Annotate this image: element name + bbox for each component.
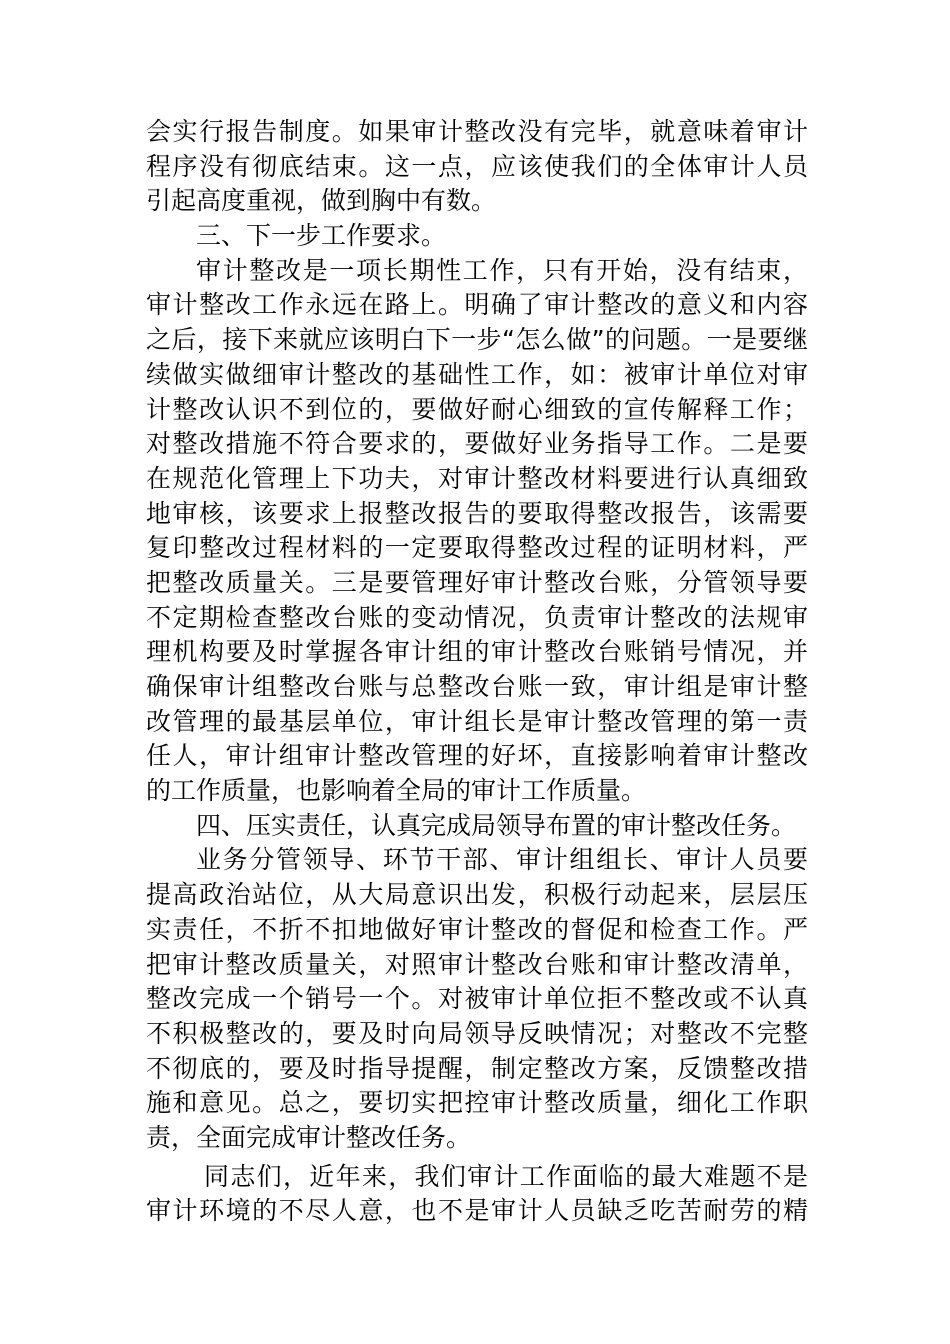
text-line: 之后，接下来就应该明白下一步“怎么做”的问题。一是要继	[146, 325, 808, 355]
text-line: 程序没有彻底结束。这一点，应该使我们的全体审计人员	[146, 151, 808, 181]
text-line: 实责任，不折不扣地做好审计整改的督促和检查工作。严	[146, 914, 808, 944]
section-heading-4: 四、压实责任，认真完成局领导布置的审计整改任务。	[196, 810, 797, 840]
text-line: 整改完成一个销号一个。对被审计单位拒不整改或不认真	[146, 984, 808, 1014]
text-line: 复印整改过程材料的一定要取得整改过程的证明材料，严	[146, 533, 808, 563]
text-line: 责，全面完成审计整改任务。	[146, 1122, 472, 1152]
text-line: 引起高度重视，做到胸中有数。	[146, 186, 497, 216]
text-line: 改管理的最基层单位，审计组长是审计整改管理的第一责	[146, 706, 808, 736]
text-line: 不彻底的，要及时指导提醒，制定整改方案，反馈整改措	[146, 1053, 808, 1083]
text-line: 业务分管领导、环节干部、审计组组长、审计人员要	[196, 845, 808, 875]
text-line: 不定期检查整改台账的变动情况，负责审计整改的法规审	[146, 602, 808, 632]
text-line: 计整改认识不到位的，要做好耐心细致的宣传解释工作；	[146, 394, 808, 424]
text-line: 的工作质量，也影响着全局的审计工作质量。	[146, 776, 647, 806]
text-line: 不积极整改的，要及时向局领导反映情况；对整改不完整	[146, 1018, 808, 1048]
text-line: 在规范化管理上下功夫，对审计整改材料要进行认真细致	[146, 463, 808, 493]
text-line: 施和意见。总之，要切实把控审计整改质量，细化工作职	[146, 1088, 808, 1118]
body-text	[146, 115, 808, 1229]
text-line: 审计环境的不尽人意，也不是审计人员缺乏吃苦耐劳的精	[146, 1196, 808, 1226]
text-line: 理机构要及时掌握各审计组的审计整改台账销号情况，并	[146, 637, 808, 667]
text-line: 对整改措施不符合要求的，要做好业务指导工作。二是要	[146, 429, 808, 459]
section-heading-3: 三、下一步工作要求。	[196, 221, 447, 251]
text-line: 提高政治站位，从大局意识出发，积极行动起来，层层压	[146, 880, 808, 910]
text-line: 审计整改是一项长期性工作，只有开始，没有结束，	[196, 255, 808, 285]
text-line: 地审核，该要求上报整改报告的要取得整改报告，该需要	[146, 498, 808, 528]
text-line: 同志们，近年来，我们审计工作面临的最大难题不是	[204, 1161, 808, 1191]
text-line: 确保审计组整改台账与总整改台账一致，审计组是审计整	[146, 672, 808, 701]
text-line: 把审计整改质量关，对照审计整改台账和审计整改清单，	[146, 949, 808, 979]
text-line: 任人，审计组审计整改管理的好坏，直接影响着审计整改	[146, 741, 808, 771]
text-line: 审计整改工作永远在路上。明确了审计整改的意义和内容	[146, 290, 808, 320]
text-line: 续做实做细审计整改的基础性工作，如：被审计单位对审	[146, 359, 808, 389]
text-line: 把整改质量关。三是要管理好审计整改台账，分管领导要	[146, 567, 808, 597]
text-line: 会实行报告制度。如果审计整改没有完毕，就意味着审计	[146, 117, 808, 146]
